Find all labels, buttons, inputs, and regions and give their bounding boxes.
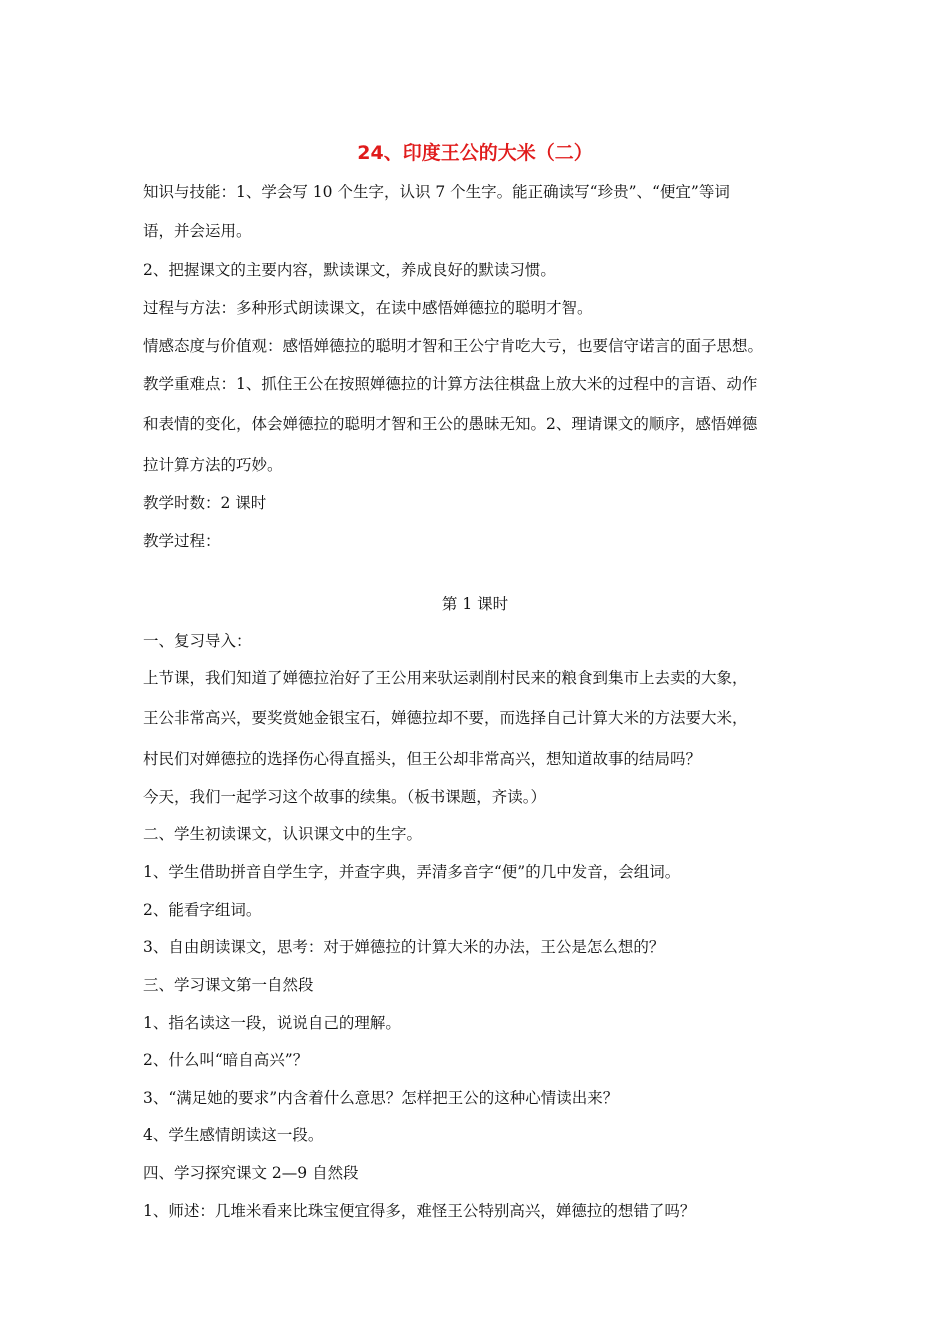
teaching-hours: 教学时数：2 课时 — [143, 494, 267, 512]
section2-item1: 1、学生借助拼音自学生字，并查字典，弄清多音字“便”的几中发音，会组词。 — [143, 863, 681, 881]
key-points-line3: 拉计算方法的巧妙。 — [143, 456, 283, 474]
section3-item2: 2、什么叫“暗自高兴”？ — [143, 1051, 309, 1069]
section2-title: 二、学生初读课文，认识课文中的生字。 — [143, 825, 423, 843]
section1-line2: 王公非常高兴，要奖赏她金银宝石，婵德拉却不要，而选择自己计算大米的方法要大米， — [143, 709, 748, 727]
key-points-line2: 和表情的变化，体会婵德拉的聪明才智和王公的愚昧无知。2、理请课文的顺序，感悟婵德 — [143, 415, 758, 433]
section4-item1: 1、师述：几堆米看来比珠宝便宜得多，难怪王公特别高兴，婵德拉的想错了吗？ — [143, 1202, 696, 1220]
section3-item3: 3、“满足她的要求”内含着什么意思？怎样把王公的这种心情读出来？ — [143, 1089, 619, 1107]
goal-process: 过程与方法：多种形式朗读课文，在读中感悟婵德拉的聪明才智。 — [143, 299, 593, 317]
section1-line4: 今天，我们一起学习这个故事的续集。（板书课题，齐读。） — [143, 788, 547, 806]
section3-item1: 1、指名读这一段，说说自己的理解。 — [143, 1014, 401, 1032]
section3-item4: 4、学生感情朗读这一段。 — [143, 1126, 324, 1144]
lesson-heading: 第 1 课时 — [441, 595, 509, 613]
section3-title: 三、学习课文第一自然段 — [143, 976, 314, 994]
goal-knowledge-2: 2、把握课文的主要内容，默读课文，养成良好的默读习惯。 — [143, 261, 556, 279]
goal-emotion: 情感态度与价值观：感悟婵德拉的聪明才智和王公宁肯吃大亏，也要信守诺言的面子思想。 — [143, 337, 764, 355]
teaching-process-label: 教学过程： — [143, 532, 221, 550]
section2-item3: 3、自由朗读课文，思考：对于婵德拉的计算大米的办法，王公是怎么想的？ — [143, 938, 665, 956]
key-points-line1: 教学重难点：1、抓住王公在按照婵德拉的计算方法往棋盘上放大米的过程中的言语、动作 — [143, 375, 758, 393]
goal-knowledge-line2: 语，并会运用。 — [143, 222, 252, 240]
section1-line1: 上节课，我们知道了婵德拉治好了王公用来驮运剥削村民来的粮食到集市上去卖的大象， — [143, 669, 748, 687]
section1-line3: 村民们对婵德拉的选择伤心得直摇头，但王公却非常高兴，想知道故事的结局吗？ — [143, 750, 702, 768]
goal-knowledge-line1: 知识与技能：1、学会写 10 个生字，认识 7 个生字。能正确读写“珍贵”、“便宜”等词 — [143, 183, 730, 201]
section1-title: 一、复习导入： — [143, 632, 252, 650]
document-title: 24、印度王公的大米（二） — [357, 142, 593, 164]
section2-item2: 2、能看字组词。 — [143, 901, 262, 919]
section4-title: 四、学习探究课文 2—9 自然段 — [143, 1164, 359, 1182]
